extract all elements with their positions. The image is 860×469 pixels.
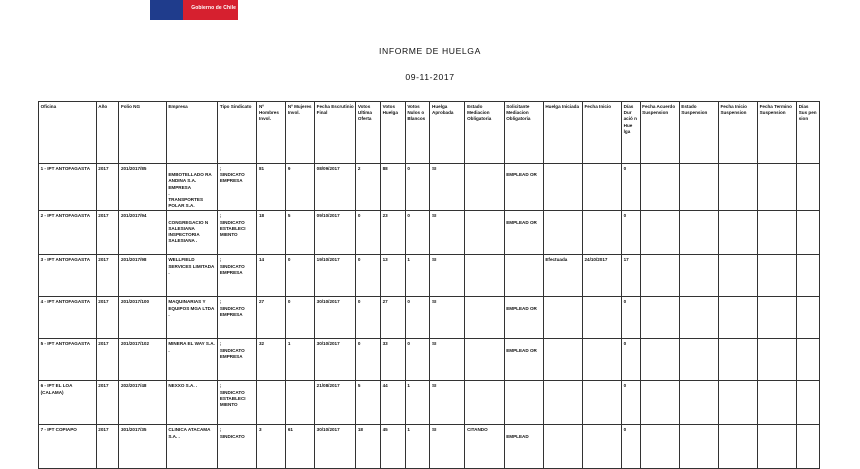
table-row — [39, 381, 820, 425]
table-cell: 2017 — [96, 381, 119, 425]
table-body — [39, 164, 820, 469]
table-cell: 44 — [381, 381, 406, 425]
table-cell — [797, 211, 820, 255]
table-cell: ; SINDICATO ESTABLECI MIENTO — [218, 211, 257, 255]
table-cell: 2017 — [96, 255, 119, 297]
table-cell: 5 — [286, 211, 315, 255]
table-cell: SI — [430, 425, 465, 469]
table-cell: 45 — [381, 425, 406, 469]
column-header: Folio NG — [119, 102, 166, 164]
table-cell — [286, 381, 315, 425]
table-cell: 61 — [286, 425, 315, 469]
table-cell — [757, 425, 796, 469]
table-cell: 1 — [405, 255, 430, 297]
table-cell: 0 — [622, 211, 641, 255]
table-row — [39, 255, 820, 297]
table-cell: 7 - IPT COPIAPO — [39, 425, 97, 469]
table-cell: SI — [430, 339, 465, 381]
table-cell: 201/2017/94 — [119, 211, 166, 255]
table-cell: 0 — [356, 255, 381, 297]
table-cell: 9 — [286, 164, 315, 211]
table-cell: 1 — [286, 339, 315, 381]
table-cell — [543, 339, 582, 381]
table-cell — [718, 297, 757, 339]
table-cell — [679, 211, 718, 255]
table-cell: 2017 — [96, 425, 119, 469]
table-cell: 0 — [622, 297, 641, 339]
table-row — [39, 211, 820, 255]
table-cell: ; SINDICATO EMPRESA — [218, 164, 257, 211]
table-cell: 0 — [405, 211, 430, 255]
table-cell: 18 — [356, 425, 381, 469]
table-cell — [797, 339, 820, 381]
table-cell — [543, 211, 582, 255]
table-cell: SI — [430, 381, 465, 425]
table-cell — [679, 339, 718, 381]
table-row — [39, 339, 820, 381]
table-cell: 30/10/2017 — [315, 339, 356, 381]
table-cell: 21/08/2017 — [315, 381, 356, 425]
table-cell — [797, 381, 820, 425]
table-cell: 19/10/2017 — [315, 255, 356, 297]
column-header: Días Sus pen sion — [797, 102, 820, 164]
report-date: 09-11-2017 — [405, 72, 455, 82]
table-cell: NEXXO S.A. . — [166, 381, 218, 425]
table-cell: 30/10/2017 — [315, 425, 356, 469]
table-cell — [718, 381, 757, 425]
table-cell — [640, 381, 679, 425]
table-cell: EMPLEAD OR — [504, 297, 543, 339]
column-header: Votos Nulos o Blancos — [405, 102, 430, 164]
table-cell: 2017 — [96, 297, 119, 339]
column-header: Fecha Escrutinio Final — [315, 102, 356, 164]
table-cell — [640, 425, 679, 469]
table-cell: 6 - IPT EL LOA (CALAMA) — [39, 381, 97, 425]
table-cell: 27 — [257, 297, 286, 339]
table-cell — [465, 381, 504, 425]
table-cell: 0 — [622, 164, 641, 211]
table-cell — [797, 297, 820, 339]
table-cell — [640, 339, 679, 381]
table-cell — [797, 164, 820, 211]
table-cell: 5 - IPT ANTOFAGASTA — [39, 339, 97, 381]
table-cell — [465, 255, 504, 297]
table-cell: 1 — [405, 381, 430, 425]
table-cell: 18 — [257, 211, 286, 255]
table-cell: 09/10/2017 — [315, 211, 356, 255]
table-cell: ; SINDICATO EMPRESA — [218, 297, 257, 339]
table-cell — [257, 381, 286, 425]
table-cell: 201/2017/102 — [119, 339, 166, 381]
table-cell: EMPLEAD — [504, 425, 543, 469]
table-cell — [504, 255, 543, 297]
table-cell: ; SINDICATO EMPRESA — [218, 339, 257, 381]
table-cell: MINERA EL WAY S.A. . — [166, 339, 218, 381]
table-cell — [582, 211, 621, 255]
table-cell — [797, 425, 820, 469]
column-header: Empresa — [166, 102, 218, 164]
table-cell: 0 — [405, 297, 430, 339]
table-cell: 0 — [622, 339, 641, 381]
table-cell: 81 — [257, 164, 286, 211]
table-cell — [757, 297, 796, 339]
table-cell: SI — [430, 211, 465, 255]
table-cell: 1 — [405, 425, 430, 469]
table-cell — [679, 255, 718, 297]
table-cell — [757, 255, 796, 297]
column-header: Fecha Acuerdo Suspension — [640, 102, 679, 164]
table-cell: SI — [430, 164, 465, 211]
table-cell — [679, 297, 718, 339]
table-cell: 14 — [257, 255, 286, 297]
table-cell — [757, 381, 796, 425]
column-header: Solicitante Mediacion Obligatoria — [504, 102, 543, 164]
table-cell: 88 — [381, 164, 406, 211]
table-cell: 301/2017/35 — [119, 425, 166, 469]
table-cell: MAQUINARIAS Y EQUIPOS MGA LTDA . — [166, 297, 218, 339]
table-cell — [757, 164, 796, 211]
table-cell: CONGREGACIO N SALESIANA INSPECTORIA SALESIANA . — [166, 211, 218, 255]
table-cell: 33 — [381, 339, 406, 381]
report-title: INFORME DE HUELGA — [379, 46, 481, 56]
table-cell — [718, 425, 757, 469]
table-cell — [465, 211, 504, 255]
table-cell — [718, 211, 757, 255]
table-cell — [543, 425, 582, 469]
table-cell: 1 - IPT ANTOFAGASTA — [39, 164, 97, 211]
column-header: Votos Huelga — [381, 102, 406, 164]
column-header: Fecha Inicio Suspension — [718, 102, 757, 164]
table-row — [39, 164, 820, 211]
table-cell: 17 — [622, 255, 641, 297]
table-cell — [465, 339, 504, 381]
table-cell — [543, 164, 582, 211]
table-cell — [582, 297, 621, 339]
column-header: Huelga Iniciada — [543, 102, 582, 164]
table-cell: 4 - IPT ANTOFAGASTA — [39, 297, 97, 339]
table-cell — [504, 381, 543, 425]
table-cell — [679, 164, 718, 211]
table-cell: 0 — [622, 425, 641, 469]
table-cell: 13 — [381, 255, 406, 297]
table-cell — [679, 425, 718, 469]
table-cell: EMBOTELLADO RA ANDINA S.A. EMPRESA . TRANSPORTES POLAR S.A. — [166, 164, 218, 211]
table-cell: 2 - IPT ANTOFAGASTA — [39, 211, 97, 255]
table-cell: Efectuada — [543, 255, 582, 297]
table-cell — [757, 339, 796, 381]
table-cell: 0 — [405, 339, 430, 381]
table-header-row — [39, 102, 820, 164]
table-cell: 2 — [356, 164, 381, 211]
table-cell — [582, 425, 621, 469]
table-cell — [679, 381, 718, 425]
table-cell: 24/10/2017 — [582, 255, 621, 297]
strike-report-table — [38, 101, 820, 469]
table-cell: 0 — [356, 297, 381, 339]
table-cell: 201/2017/100 — [119, 297, 166, 339]
table-cell — [797, 255, 820, 297]
table-cell: 0 — [286, 297, 315, 339]
table-cell — [718, 255, 757, 297]
table-cell — [543, 297, 582, 339]
table-cell: EMPLEAD OR — [504, 339, 543, 381]
table-cell: 0 — [356, 339, 381, 381]
table-cell: 0 — [405, 164, 430, 211]
table-cell: 201/2017/85 — [119, 164, 166, 211]
table-cell: 32 — [257, 339, 286, 381]
table-cell: 3 - IPT ANTOFAGASTA — [39, 255, 97, 297]
table-cell: CLINICA ATACAMA S.A. . — [166, 425, 218, 469]
table-cell: EMPLEAD OR — [504, 164, 543, 211]
table-cell: ; SINDICATO ESTABLECI MIENTO — [218, 381, 257, 425]
table-cell — [640, 211, 679, 255]
table-cell — [582, 164, 621, 211]
table-cell: 0 — [286, 255, 315, 297]
table-cell — [640, 164, 679, 211]
column-header: Fecha Termino Suspension — [757, 102, 796, 164]
table-cell: 2017 — [96, 339, 119, 381]
column-header: Año — [96, 102, 119, 164]
table-cell — [718, 164, 757, 211]
table-cell — [582, 339, 621, 381]
table-cell — [718, 339, 757, 381]
table-cell: 202/2017/48 — [119, 381, 166, 425]
table-cell: CITANDO — [465, 425, 504, 469]
column-header: Estado Mediacion Obligatoria — [465, 102, 504, 164]
table-cell — [543, 381, 582, 425]
column-header: Fecha Inicio — [582, 102, 621, 164]
column-header: Huelga Aprobada — [430, 102, 465, 164]
table-cell: 3 — [257, 425, 286, 469]
table-cell: 0 — [622, 381, 641, 425]
table-cell: ; SINDICATO EMPRESA — [218, 255, 257, 297]
table-cell: 27 — [381, 297, 406, 339]
column-header: Oficina — [39, 102, 97, 164]
table-cell: 2017 — [96, 164, 119, 211]
table-cell — [757, 211, 796, 255]
table-cell — [582, 381, 621, 425]
table-cell: 5 — [356, 381, 381, 425]
column-header: Días Dur ació n Hue lga — [622, 102, 641, 164]
column-header: Estado Suspension — [679, 102, 718, 164]
table-cell: ; SINDICATO — [218, 425, 257, 469]
table-cell: 201/2017/98 — [119, 255, 166, 297]
table-cell: 2017 — [96, 211, 119, 255]
table-cell: 23 — [381, 211, 406, 255]
table-cell: SI — [430, 255, 465, 297]
table-cell: EMPLEAD OR — [504, 211, 543, 255]
table-cell: 0 — [356, 211, 381, 255]
table-cell: 08/09/2017 — [315, 164, 356, 211]
column-header: Nº Mujeres Invol. — [286, 102, 315, 164]
table-cell — [465, 164, 504, 211]
table-cell: SI — [430, 297, 465, 339]
table-row — [39, 425, 820, 469]
column-header: Votos Ultima Oferta — [356, 102, 381, 164]
column-header: Tipo Sindicato — [218, 102, 257, 164]
table-cell — [465, 297, 504, 339]
table-cell — [640, 255, 679, 297]
table-cell: WELLFIELD SERVICES LIMITADA . — [166, 255, 218, 297]
logo-text: Gobierno de Chile — [191, 5, 236, 11]
table-cell — [640, 297, 679, 339]
table-cell: 30/10/2017 — [315, 297, 356, 339]
table-row — [39, 297, 820, 339]
column-header: Nº Hombres Invol. — [257, 102, 286, 164]
